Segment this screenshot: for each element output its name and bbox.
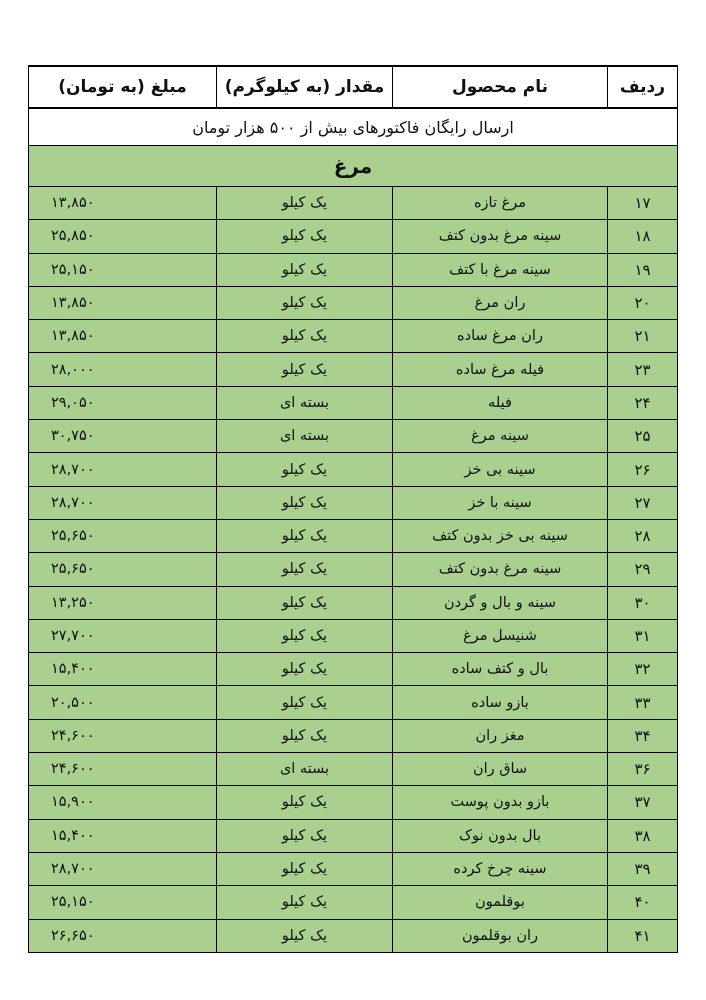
row-index: ۳۴ (608, 719, 678, 752)
product-price: ۲۹,۰۵۰ (29, 386, 217, 419)
product-name: بازو بدون پوست (393, 786, 608, 819)
row-index: ۲۳ (608, 353, 678, 386)
product-quantity: یک کیلو (217, 320, 393, 353)
product-name: سینه مرغ با کتف (393, 253, 608, 286)
product-price: ۲۶,۶۵۰ (29, 919, 217, 952)
product-price: ۲۸,۷۰۰ (29, 852, 217, 885)
product-price: ۲۸,۷۰۰ (29, 486, 217, 519)
product-quantity: یک کیلو (217, 619, 393, 652)
table-row (29, 619, 678, 652)
row-index: ۴۱ (608, 919, 678, 952)
product-name: بازو ساده (393, 686, 608, 719)
table-row (29, 686, 678, 719)
table-row (29, 753, 678, 786)
table-row (29, 852, 678, 885)
product-name: فیله (393, 386, 608, 419)
row-index: ۱۸ (608, 220, 678, 253)
row-index: ۱۹ (608, 253, 678, 286)
price-list-sheet (28, 65, 677, 953)
product-price: ۲۸,۷۰۰ (29, 453, 217, 486)
row-index: ۳۰ (608, 586, 678, 619)
product-name: سینه بی خز بدون کتف (393, 519, 608, 552)
product-name: مغز ران (393, 719, 608, 752)
product-name: سینه مرغ بدون کتف (393, 220, 608, 253)
table-row (29, 220, 678, 253)
table-row (29, 519, 678, 552)
product-quantity: یک کیلو (217, 819, 393, 852)
row-index: ۲۰ (608, 286, 678, 319)
product-name: سینه و بال و گردن (393, 586, 608, 619)
product-name: سینه مرغ بدون کتف (393, 553, 608, 586)
header-quantity: مقدار (به کیلوگرم) (217, 66, 393, 108)
product-price: ۱۵,۴۰۰ (29, 653, 217, 686)
table-row (29, 786, 678, 819)
row-index: ۲۵ (608, 420, 678, 453)
row-index: ۲۴ (608, 386, 678, 419)
product-price: ۲۵,۶۵۰ (29, 553, 217, 586)
price-table (28, 65, 678, 953)
product-price: ۳۰,۷۵۰ (29, 420, 217, 453)
product-quantity: یک کیلو (217, 852, 393, 885)
row-index: ۳۷ (608, 786, 678, 819)
product-quantity: یک کیلو (217, 220, 393, 253)
product-name: ران مرغ (393, 286, 608, 319)
product-price: ۱۵,۴۰۰ (29, 819, 217, 852)
table-row (29, 886, 678, 919)
product-name: سینه چرخ کرده (393, 852, 608, 885)
product-price: ۲۸,۰۰۰ (29, 353, 217, 386)
row-index: ۳۱ (608, 619, 678, 652)
product-name: شنیسل مرغ (393, 619, 608, 652)
product-name: فیله مرغ ساده (393, 353, 608, 386)
product-quantity: یک کیلو (217, 353, 393, 386)
table-row (29, 286, 678, 319)
product-price: ۱۳,۸۵۰ (29, 320, 217, 353)
product-price: ۲۵,۶۵۰ (29, 519, 217, 552)
shipping-note: ارسال رایگان فاکتورهای بیش از ۵۰۰ هزار تومان (29, 108, 678, 146)
row-index: ۴۰ (608, 886, 678, 919)
product-name: بال بدون نوک (393, 819, 608, 852)
category-title: مرغ (29, 146, 678, 187)
row-index: ۳۲ (608, 653, 678, 686)
category-row (29, 146, 678, 187)
table-header-row (29, 66, 678, 108)
product-quantity: یک کیلو (217, 653, 393, 686)
table-row (29, 819, 678, 852)
product-price: ۱۳,۸۵۰ (29, 187, 217, 220)
product-quantity: بسته ای (217, 386, 393, 419)
table-row (29, 453, 678, 486)
table-row (29, 353, 678, 386)
table-row (29, 386, 678, 419)
header-product-name: نام محصول (393, 66, 608, 108)
product-name: ران مرغ ساده (393, 320, 608, 353)
table-row (29, 253, 678, 286)
product-quantity: یک کیلو (217, 553, 393, 586)
product-price: ۲۵,۱۵۰ (29, 253, 217, 286)
shipping-note-row (29, 108, 678, 146)
row-index: ۳۹ (608, 852, 678, 885)
product-name: سینه بی خز (393, 453, 608, 486)
table-row (29, 919, 678, 952)
product-quantity: یک کیلو (217, 519, 393, 552)
product-quantity: یک کیلو (217, 786, 393, 819)
product-price: ۲۰,۵۰۰ (29, 686, 217, 719)
row-index: ۳۶ (608, 753, 678, 786)
product-quantity: یک کیلو (217, 586, 393, 619)
product-quantity: بسته ای (217, 753, 393, 786)
product-name: سینه با خز (393, 486, 608, 519)
product-price: ۲۴,۶۰۰ (29, 719, 217, 752)
product-name: سینه مرغ (393, 420, 608, 453)
product-quantity: یک کیلو (217, 719, 393, 752)
product-price: ۲۷,۷۰۰ (29, 619, 217, 652)
header-price: مبلغ (به تومان) (29, 66, 217, 108)
table-row (29, 719, 678, 752)
row-index: ۲۷ (608, 486, 678, 519)
product-price: ۲۵,۸۵۰ (29, 220, 217, 253)
product-quantity: یک کیلو (217, 253, 393, 286)
table-row (29, 420, 678, 453)
product-quantity: یک کیلو (217, 919, 393, 952)
row-index: ۱۷ (608, 187, 678, 220)
product-price: ۲۵,۱۵۰ (29, 886, 217, 919)
product-name: ساق ران (393, 753, 608, 786)
row-index: ۳۳ (608, 686, 678, 719)
product-quantity: بسته ای (217, 420, 393, 453)
table-row (29, 320, 678, 353)
product-quantity: یک کیلو (217, 886, 393, 919)
product-name: بال و کتف ساده (393, 653, 608, 686)
product-quantity: یک کیلو (217, 486, 393, 519)
product-quantity: یک کیلو (217, 686, 393, 719)
product-price: ۲۴,۶۰۰ (29, 753, 217, 786)
product-price: ۱۳,۲۵۰ (29, 586, 217, 619)
table-row (29, 653, 678, 686)
product-quantity: یک کیلو (217, 286, 393, 319)
table-row (29, 187, 678, 220)
row-index: ۲۹ (608, 553, 678, 586)
product-quantity: یک کیلو (217, 453, 393, 486)
product-price: ۱۵,۹۰۰ (29, 786, 217, 819)
row-index: ۲۶ (608, 453, 678, 486)
product-name: بوقلمون (393, 886, 608, 919)
product-price: ۱۳,۸۵۰ (29, 286, 217, 319)
product-quantity: یک کیلو (217, 187, 393, 220)
row-index: ۲۸ (608, 519, 678, 552)
table-row (29, 586, 678, 619)
row-index: ۳۸ (608, 819, 678, 852)
product-name: مرغ تازه (393, 187, 608, 220)
header-index: ردیف (608, 66, 678, 108)
product-name: ران بوقلمون (393, 919, 608, 952)
table-row (29, 553, 678, 586)
table-row (29, 486, 678, 519)
row-index: ۲۱ (608, 320, 678, 353)
